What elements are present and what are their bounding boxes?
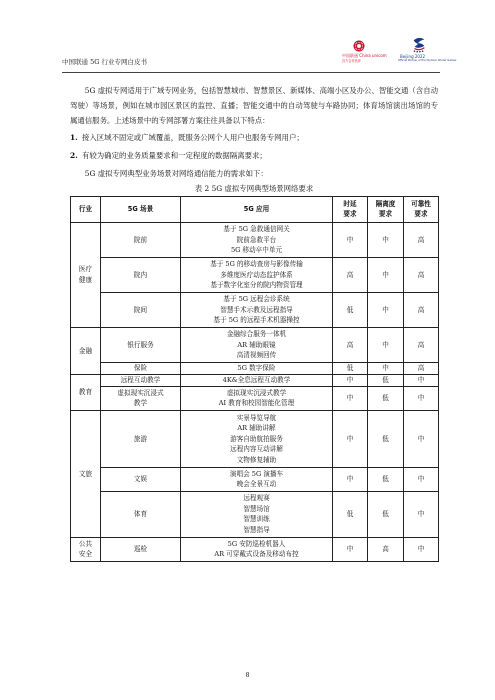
app-cell: 金融综合服务一体机 AR 辅助眼镜 高清视频回传: [181, 327, 333, 362]
industry-cell: 公共 安全: [71, 537, 101, 561]
table-row: [71, 386, 439, 410]
lead-sentence: 5G 虚拟专网典型业务场景对网络通信能力的需求如下：: [84, 168, 268, 178]
list-item: [70, 149, 438, 164]
beijing-2022-logo: [398, 35, 457, 65]
isolation-cell: 高: [368, 537, 404, 561]
intro-paragraph: 5G 虚拟专网适用于广域专网业务，包括智慧城市、智慧景区、新媒体、高端小区及办公、智能交通（含自动驾驶）等场景，例如在城市园区景区的监控、直播；智能交通中的自动驾驶与车路协同；体育场馆演出场馆的专属通信服务。上述场景中的专网部署方案往往具备以下特点：: [70, 86, 438, 125]
reliability-cell: 高: [404, 327, 439, 362]
page-content: [70, 84, 438, 562]
reliability-cell: 高: [404, 257, 439, 292]
china-unicom-logo-subtext: 官方合作伙伴: [342, 59, 362, 63]
header-industry: 行业: [71, 196, 101, 222]
app-cell: 实景导览导航 AR 辅助讲解 游客自助航拍服务 远程内容互动讲解 文物修复辅助: [181, 410, 333, 467]
header-isolation: 隔离度 要求: [368, 196, 404, 222]
reliability-cell: 中: [404, 410, 439, 467]
china-unicom-logo-text: 中国联通 China unicom: [342, 53, 387, 58]
requirements-table: [70, 196, 439, 562]
table-row: [71, 467, 439, 491]
table-header-row: [71, 196, 439, 222]
list-item: [70, 131, 438, 146]
table-caption: 表 2 5G 虚拟专网典型场景网络要求: [194, 183, 314, 193]
app-cell: 4K&全息远程互动教学: [181, 374, 333, 386]
app-cell: 演唱会 5G 演播车 晚会全景互动: [181, 467, 333, 491]
latency-cell: 中: [333, 386, 368, 410]
table-row: [71, 410, 439, 467]
list-item-number: 1.: [70, 133, 78, 143]
app-cell: 5G 安防巡检机器人 AR 可穿戴式设备及移动布控: [181, 537, 333, 561]
isolation-cell: 中: [368, 257, 404, 292]
scene-cell: 巡检: [101, 537, 181, 561]
table-row: [71, 537, 439, 561]
latency-cell: 中: [333, 410, 368, 467]
industry-cell: 教育: [71, 374, 101, 410]
isolation-cell: 低: [368, 386, 404, 410]
scene-cell: 银行服务: [101, 327, 181, 362]
beijing-2022-emblem-icon: [410, 35, 428, 53]
header-reliability: 可靠性 要求: [404, 196, 439, 222]
beijing-2022-logo-subtext: Official Partner of the Olympic Winter Games: [398, 59, 457, 62]
header-latency: 时延 要求: [333, 196, 368, 222]
scene-cell: 旅游: [101, 410, 181, 467]
table-row: [71, 374, 439, 386]
scene-cell: 体育: [101, 491, 181, 537]
latency-cell: 中: [333, 537, 368, 561]
app-cell: 5G 数字保险: [181, 362, 333, 374]
app-cell: 远程观赛 智慧场馆 智慧训练 智慧指导: [181, 491, 333, 537]
scene-cell: 院前: [101, 222, 181, 257]
list-item-number: 2.: [70, 151, 78, 161]
reliability-cell: 中: [404, 386, 439, 410]
table-row: [71, 362, 439, 374]
reliability-cell: 高: [404, 362, 439, 374]
china-unicom-knot-icon: [352, 39, 366, 53]
scene-cell: 虚拟现实沉浸式 教学: [101, 386, 181, 410]
app-cell: 基于 5G 远程会诊系统 智慧手术示教及远程指导 基于 5G 的远程手术机器操控: [181, 292, 333, 327]
list-item-text: 有较为确定的业务质量要求和一定程度的数据隔离要求；: [82, 151, 267, 161]
latency-cell: 低: [333, 292, 368, 327]
header-title: 中国联通 5G 行业专网白皮书: [62, 58, 147, 66]
china-unicom-logo: [342, 39, 390, 65]
scene-cell: 文娱: [101, 467, 181, 491]
isolation-cell: 中: [368, 327, 404, 362]
scene-cell: 院内: [101, 257, 181, 292]
table-row: [71, 491, 439, 537]
isolation-cell: 低: [368, 467, 404, 491]
app-cell: 基于 5G 急救通信网关 院前急救平台 5G 移动卒中单元: [181, 222, 333, 257]
scene-cell: 保险: [101, 362, 181, 374]
header-scene: 5G 场景: [101, 196, 181, 222]
table-row: [71, 222, 439, 257]
isolation-cell: 低: [368, 374, 404, 386]
page-number: 8: [245, 672, 250, 679]
latency-cell: 中: [333, 222, 368, 257]
reliability-cell: 中: [404, 467, 439, 491]
header-app: 5G 应用: [181, 196, 333, 222]
header-logos: [342, 35, 457, 65]
industry-cell: 医疗 健康: [71, 222, 101, 327]
reliability-cell: 中: [404, 491, 439, 537]
reliability-cell: 中: [404, 374, 439, 386]
latency-cell: 低: [333, 491, 368, 537]
app-cell: 虚拟现实沉浸式教学 AI 教育和校园智能化管理: [181, 386, 333, 410]
industry-cell: 金融: [71, 327, 101, 374]
isolation-cell: 中: [368, 362, 404, 374]
isolation-cell: 低: [368, 410, 404, 467]
isolation-cell: 中: [368, 222, 404, 257]
industry-cell: 文旅: [71, 410, 101, 537]
reliability-cell: 高: [404, 222, 439, 257]
list-item-text: 接入区域不固定或广域覆盖，既服务公网个人用户也服务专网用户；: [82, 133, 304, 143]
beijing-2022-logo-text: Beijing 2022: [400, 54, 426, 59]
latency-cell: 中: [333, 467, 368, 491]
table-row: [71, 257, 439, 292]
table-row: [71, 327, 439, 362]
app-cell: 基于 5G 的移动查房与影像传输 多维度医疗动态监护体系 基于数字化室分的院内物资管理: [181, 257, 333, 292]
reliability-cell: 高: [404, 292, 439, 327]
isolation-cell: 低: [368, 491, 404, 537]
reliability-cell: 中: [404, 537, 439, 561]
isolation-cell: 中: [368, 292, 404, 327]
scene-cell: 院间: [101, 292, 181, 327]
latency-cell: 高: [333, 257, 368, 292]
page-header: [62, 53, 457, 69]
table-row: [71, 292, 439, 327]
header-divider: [62, 72, 440, 73]
latency-cell: 中: [333, 374, 368, 386]
latency-cell: 低: [333, 362, 368, 374]
scene-cell: 远程互动教学: [101, 374, 181, 386]
latency-cell: 高: [333, 327, 368, 362]
